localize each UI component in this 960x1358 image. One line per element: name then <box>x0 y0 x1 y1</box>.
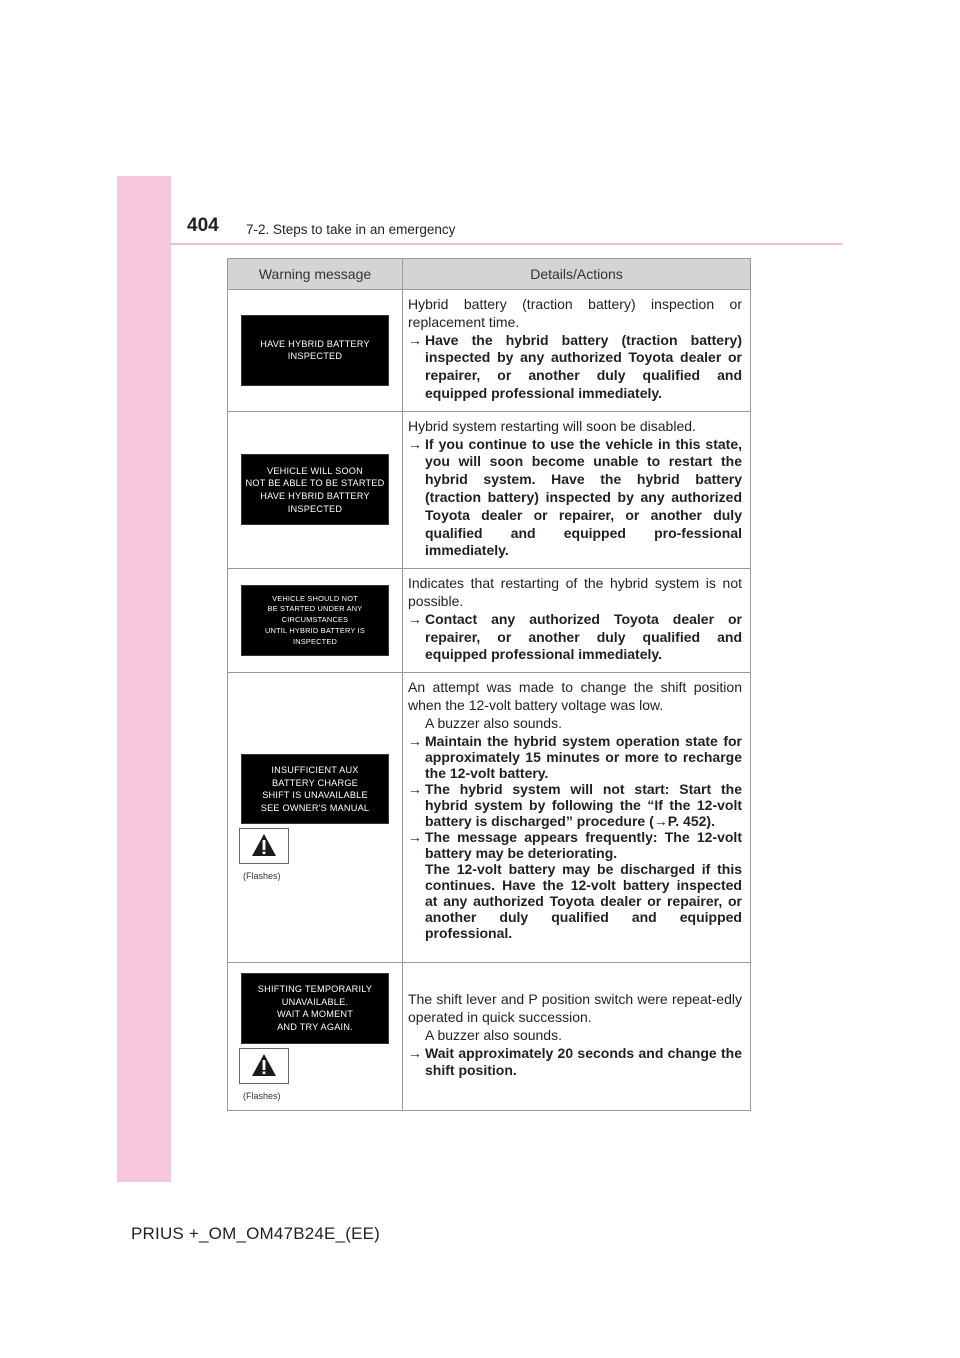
action-item: → Have the hybrid battery (traction battery) inspected by any authorized Toyota dealer or repairer, or another duly qualified and equipped professional immediately. <box>408 331 742 401</box>
column-header-details-actions: Details/Actions <box>403 259 751 290</box>
page-number: 404 <box>187 215 219 236</box>
details-cell <box>403 411 751 568</box>
details-text: The shift lever and P position switch were repeat-edly operated in quick succession. <box>408 991 742 1025</box>
action-item: → If you continue to use the vehicle in this state, you will soon become unable to restart the hybrid system. Have the hybrid battery (traction battery) inspected by any authorized Toyota dealer or repairer, or another duly qualified and equipped pro-fessional immediately. <box>408 435 742 559</box>
buzzer-note: A buzzer also sounds. <box>425 1026 562 1043</box>
arrow-icon: → <box>408 1044 422 1061</box>
master-warning-icon <box>251 833 277 857</box>
action-item: → The hybrid system will not start: Start the hybrid system by following the “If the 12-volt battery is discharged” procedure (→P. 452). <box>408 780 742 829</box>
flashes-label: (Flashes) <box>243 871 281 882</box>
table-row <box>228 673 751 963</box>
display-screen-image: HAVE HYBRID BATTERY INSPECTED <box>241 315 389 386</box>
warning-light-box <box>239 1048 289 1084</box>
display-screen-image: INSUFFICIENT AUX BATTERY CHARGE SHIFT IS UNAVAILABLE SEE OWNER'S MANUAL <box>241 754 389 824</box>
display-screen-image: VEHICLE SHOULD NOT BE STARTED UNDER ANY CIRCUMSTANCES UNTIL HYBRID BATTERY IS INSPECTED <box>241 585 389 656</box>
details-cell <box>403 569 751 673</box>
action-item: → Maintain the hybrid system operation state for approximately 15 minutes or more to recharge the 12-volt battery. <box>408 732 742 781</box>
warning-message-cell <box>228 290 403 412</box>
master-warning-icon <box>251 1053 277 1077</box>
details-text: Hybrid system restarting will soon be disabled. <box>408 417 696 434</box>
details-cell <box>403 673 751 963</box>
table-header-row <box>228 259 751 290</box>
details-text: Indicates that restarting of the hybrid system is not possible. <box>408 575 742 609</box>
warning-message-table <box>227 258 751 1111</box>
table-row <box>228 569 751 673</box>
table-row <box>228 290 751 412</box>
action-item: → The message appears frequently: The 12-volt battery may be deteriorating. The 12-volt battery may be discharged if this continues. Have the 12-volt battery inspected at any authorized Toyota dealer or repairer, or another duly qualified and equipped professional. <box>408 828 742 941</box>
action-item: → Wait approximately 20 seconds and change the shift position. <box>408 1044 742 1079</box>
warning-message-cell <box>228 569 403 673</box>
warning-message-cell <box>228 963 403 1111</box>
arrow-icon: → <box>408 828 422 845</box>
section-title: 7-2. Steps to take in an emergency <box>246 222 456 237</box>
table-row <box>228 963 751 1111</box>
buzzer-note: A buzzer also sounds. <box>425 714 562 731</box>
arrow-icon: → <box>408 732 422 749</box>
column-header-warning-message: Warning message <box>228 259 403 290</box>
action-item: → Contact any authorized Toyota dealer or repairer, or another duly qualified and equipped professional immediately. <box>408 610 742 663</box>
footer-document-code: PRIUS +_OM_OM47B24E_(EE) <box>131 1224 381 1243</box>
display-screen-image: VEHICLE WILL SOON NOT BE ABLE TO BE STARTED HAVE HYBRID BATTERY INSPECTED <box>241 454 389 525</box>
header-rule <box>171 243 842 245</box>
arrow-icon: → <box>408 780 422 797</box>
details-text: An attempt was made to change the shift position when the 12-volt battery voltage was low. <box>408 679 742 713</box>
arrow-icon: → <box>408 331 422 348</box>
display-screen-image: SHIFTING TEMPORARILY UNAVAILABLE. WAIT A MOMENT AND TRY AGAIN. <box>241 973 389 1044</box>
side-tab <box>117 176 171 1182</box>
warning-message-cell <box>228 673 403 963</box>
details-cell <box>403 290 751 412</box>
details-cell <box>403 963 751 1111</box>
warning-message-cell <box>228 411 403 568</box>
flashes-label: (Flashes) <box>243 1090 281 1101</box>
warning-light-box <box>239 828 289 864</box>
details-text: Hybrid battery (traction battery) inspection or replacement time. <box>408 296 742 330</box>
arrow-icon: → <box>408 435 422 452</box>
table-row <box>228 411 751 568</box>
arrow-icon: → <box>408 610 422 627</box>
